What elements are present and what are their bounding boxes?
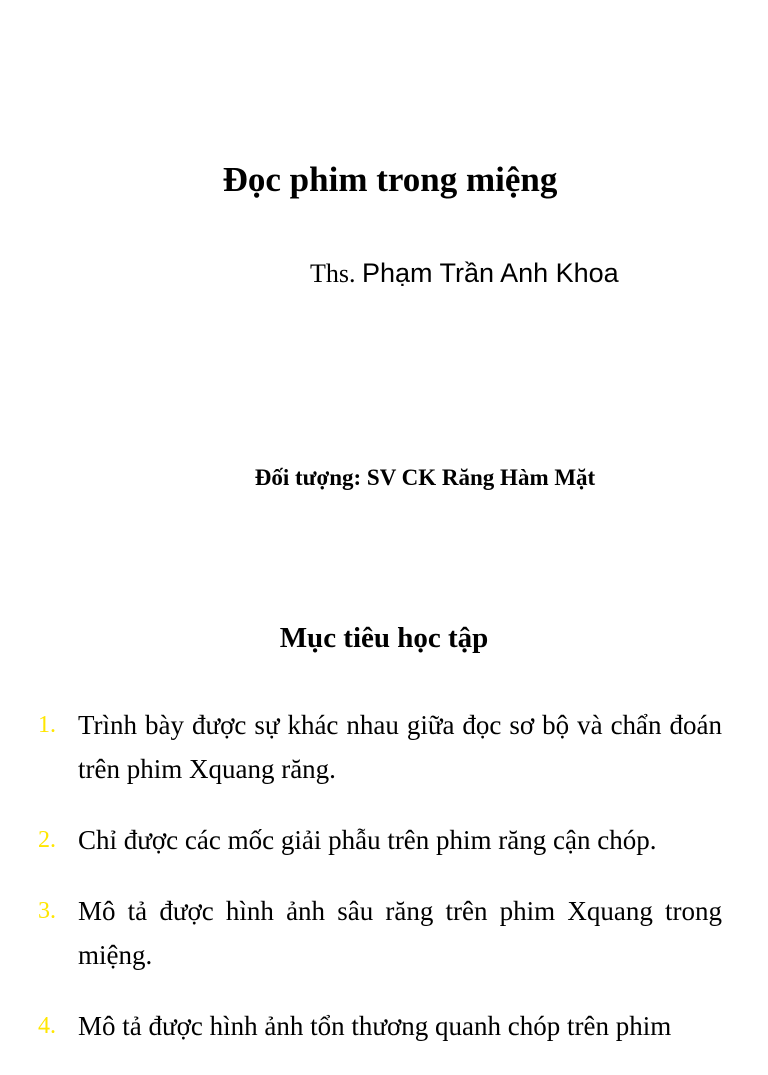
list-item: [38, 703, 722, 791]
list-item-number: 3.: [38, 898, 56, 924]
list-item-text: Mô tả được hình ảnh sâu răng trên phim Xquang trong miệng.: [78, 896, 722, 970]
document-title: Đọc phim trong miệng: [222, 160, 558, 199]
list-item: [38, 1004, 722, 1048]
list-item-text: Chỉ được các mốc giải phẫu trên phim răng cận chóp.: [78, 825, 657, 855]
author-name: Phạm Trần Anh Khoa: [362, 258, 619, 288]
author-prefix: Ths.: [310, 259, 356, 288]
section-heading: Mục tiêu học tập: [279, 622, 489, 654]
list-item-number: 2.: [38, 827, 56, 853]
audience-line: Đối tượng: SV CK Răng Hàm Mặt: [254, 465, 596, 490]
list-item-number: 1.: [38, 712, 56, 738]
list-item-text: Mô tả được hình ảnh tổn thương quanh chóp trên phim: [78, 1011, 672, 1041]
list-item: [38, 818, 722, 862]
list-item: [38, 889, 722, 977]
objectives-list: [38, 703, 722, 1075]
list-item-number: 4.: [38, 1013, 56, 1039]
author: [310, 258, 619, 289]
list-item-text: Trình bày được sự khác nhau giữa đọc sơ bộ và chẩn đoán trên phim Xquang răng.: [78, 710, 722, 784]
